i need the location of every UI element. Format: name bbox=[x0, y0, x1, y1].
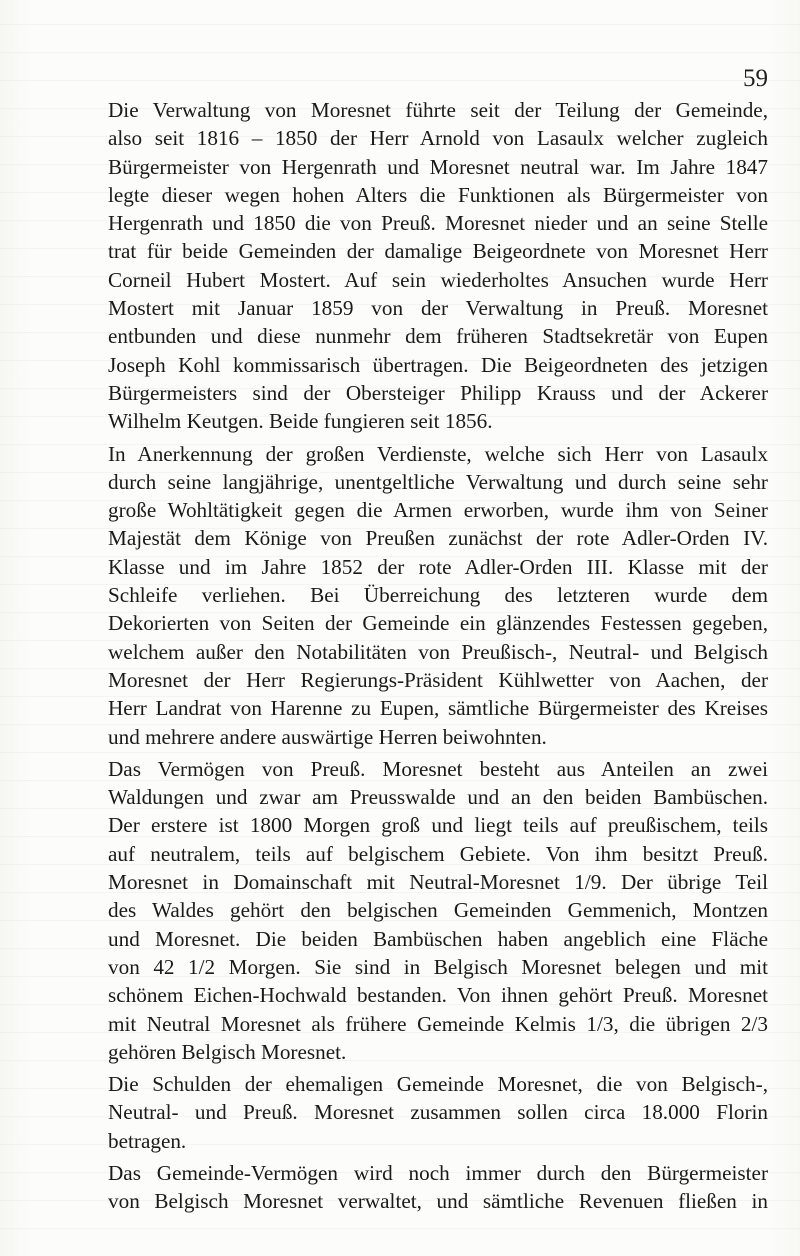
text-line: Bürgermeister von Hergenrath und Moresnet neutral war. Im Jahre 1847 bbox=[108, 154, 768, 179]
text-line: Neutral- und Preuß. Moresnet zusammen sollen circa 18.000 Florin bbox=[108, 1100, 768, 1125]
text-line: Moresnet in Domainschaft mit Neutral-Moresnet 1/9. Der übrige Teil bbox=[108, 870, 768, 895]
text-line: Das Gemeinde-Vermögen wird noch immer durch den Bürgermeister bbox=[108, 1160, 768, 1185]
text-line: Mostert mit Januar 1859 von der Verwaltung in Preuß. Moresnet bbox=[108, 296, 768, 321]
text-line: betragen. bbox=[108, 1128, 187, 1153]
paragraph bbox=[108, 440, 768, 751]
text-line: auf neutralem, teils auf belgischem Gebiete. Von ihm besitzt Preuß. bbox=[108, 841, 768, 866]
text-line: Die Schulden der ehemaligen Gemeinde Moresnet, die von Belgisch-, bbox=[108, 1072, 768, 1097]
text-line: Moresnet der Herr Regierungs-Präsident Kühlwetter von Aachen, der bbox=[108, 667, 768, 692]
text-line: Das Vermögen von Preuß. Moresnet besteht aus Anteilen an zwei bbox=[108, 756, 768, 781]
text-line: große Wohltätigkeit gegen die Armen erworben, wurde ihm von Seiner bbox=[108, 498, 768, 523]
text-line: schönem Eichen-Hochwald bestanden. Von ihnen gehört Preuß. Moresnet bbox=[108, 983, 768, 1008]
page-number: 59 bbox=[743, 65, 768, 92]
text-line: gehören Belgisch Moresnet. bbox=[108, 1039, 347, 1064]
text-line: Hergenrath und 1850 die von Preuß. Moresnet nieder und an seine Stelle bbox=[108, 211, 768, 236]
text-line: Majestät dem Könige von Preußen zunächst der rote Adler-Orden IV. bbox=[108, 526, 768, 551]
text-line: des Waldes gehört den belgischen Gemeinden Gemmenich, Montzen bbox=[108, 898, 768, 923]
text-line: Herr Landrat von Harenne zu Eupen, sämtliche Bürgermeister des Kreises bbox=[108, 696, 768, 721]
text-line: In Anerkennung der großen Verdienste, welche sich Herr von Lasaulx bbox=[108, 441, 768, 466]
text-line: und Moresnet. Die beiden Bambüschen haben angeblich eine Fläche bbox=[108, 926, 768, 951]
text-line: Bürgermeisters sind der Obersteiger Philipp Krauss und der Ackerer bbox=[108, 380, 768, 405]
text-line: von 42 1/2 Morgen. Sie sind in Belgisch Moresnet belegen und mit bbox=[108, 954, 768, 979]
text-line: mit Neutral Moresnet als frühere Gemeinde Kelmis 1/3, die übrigen 2/3 bbox=[108, 1011, 768, 1036]
text-line: Dekorierten von Seiten der Gemeinde ein glänzendes Festessen gegeben, bbox=[108, 611, 768, 636]
paragraph bbox=[108, 1070, 768, 1155]
text-line: legte dieser wegen hohen Alters die Funktionen als Bürgermeister von bbox=[108, 182, 768, 207]
page-body-text bbox=[108, 96, 768, 1220]
text-line: Schleife verliehen. Bei Überreichung des letzteren wurde dem bbox=[108, 583, 768, 608]
text-line: und mehrere andere auswärtige Herren beiwohnten. bbox=[108, 724, 547, 749]
text-line: trat für beide Gemeinden der damalige Beigeordnete von Moresnet Herr bbox=[108, 239, 768, 264]
text-line: Die Verwaltung von Moresnet führte seit der Teilung der Gemeinde, bbox=[108, 98, 768, 122]
text-line: Der erstere ist 1800 Morgen groß und liegt teils auf preußischem, teils bbox=[108, 813, 768, 838]
text-line: also seit 1816 – 1850 der Herr Arnold von Lasaulx welcher zugleich bbox=[108, 126, 768, 151]
text-line: Joseph Kohl kommissarisch übertragen. Die Beigeordneten des jetzigen bbox=[108, 352, 768, 377]
text-line: von Belgisch Moresnet verwaltet, und sämtliche Revenuen fließen in bbox=[108, 1189, 768, 1214]
paragraph bbox=[108, 1159, 768, 1216]
text-line: entbunden und diese nunmehr dem früheren Stadtsekretär von Eupen bbox=[108, 324, 768, 349]
paragraph bbox=[108, 755, 768, 1066]
text-line: welchem außer den Notabilitäten von Preußisch-, Neutral- und Belgisch bbox=[108, 639, 768, 664]
text-line: Wilhelm Keutgen. Beide fungieren seit 1856. bbox=[108, 409, 493, 434]
text-line: Waldungen und zwar am Preusswalde und an den beiden Bambüschen. bbox=[108, 785, 768, 810]
text-line: durch seine langjährige, unentgeltliche Verwaltung und durch seine sehr bbox=[108, 469, 768, 494]
text-line: Klasse und im Jahre 1852 der rote Adler-Orden III. Klasse mit der bbox=[108, 554, 768, 579]
paragraph bbox=[108, 96, 768, 436]
text-line: Corneil Hubert Mostert. Auf sein wiederholtes Ansuchen wurde Herr bbox=[108, 267, 768, 292]
